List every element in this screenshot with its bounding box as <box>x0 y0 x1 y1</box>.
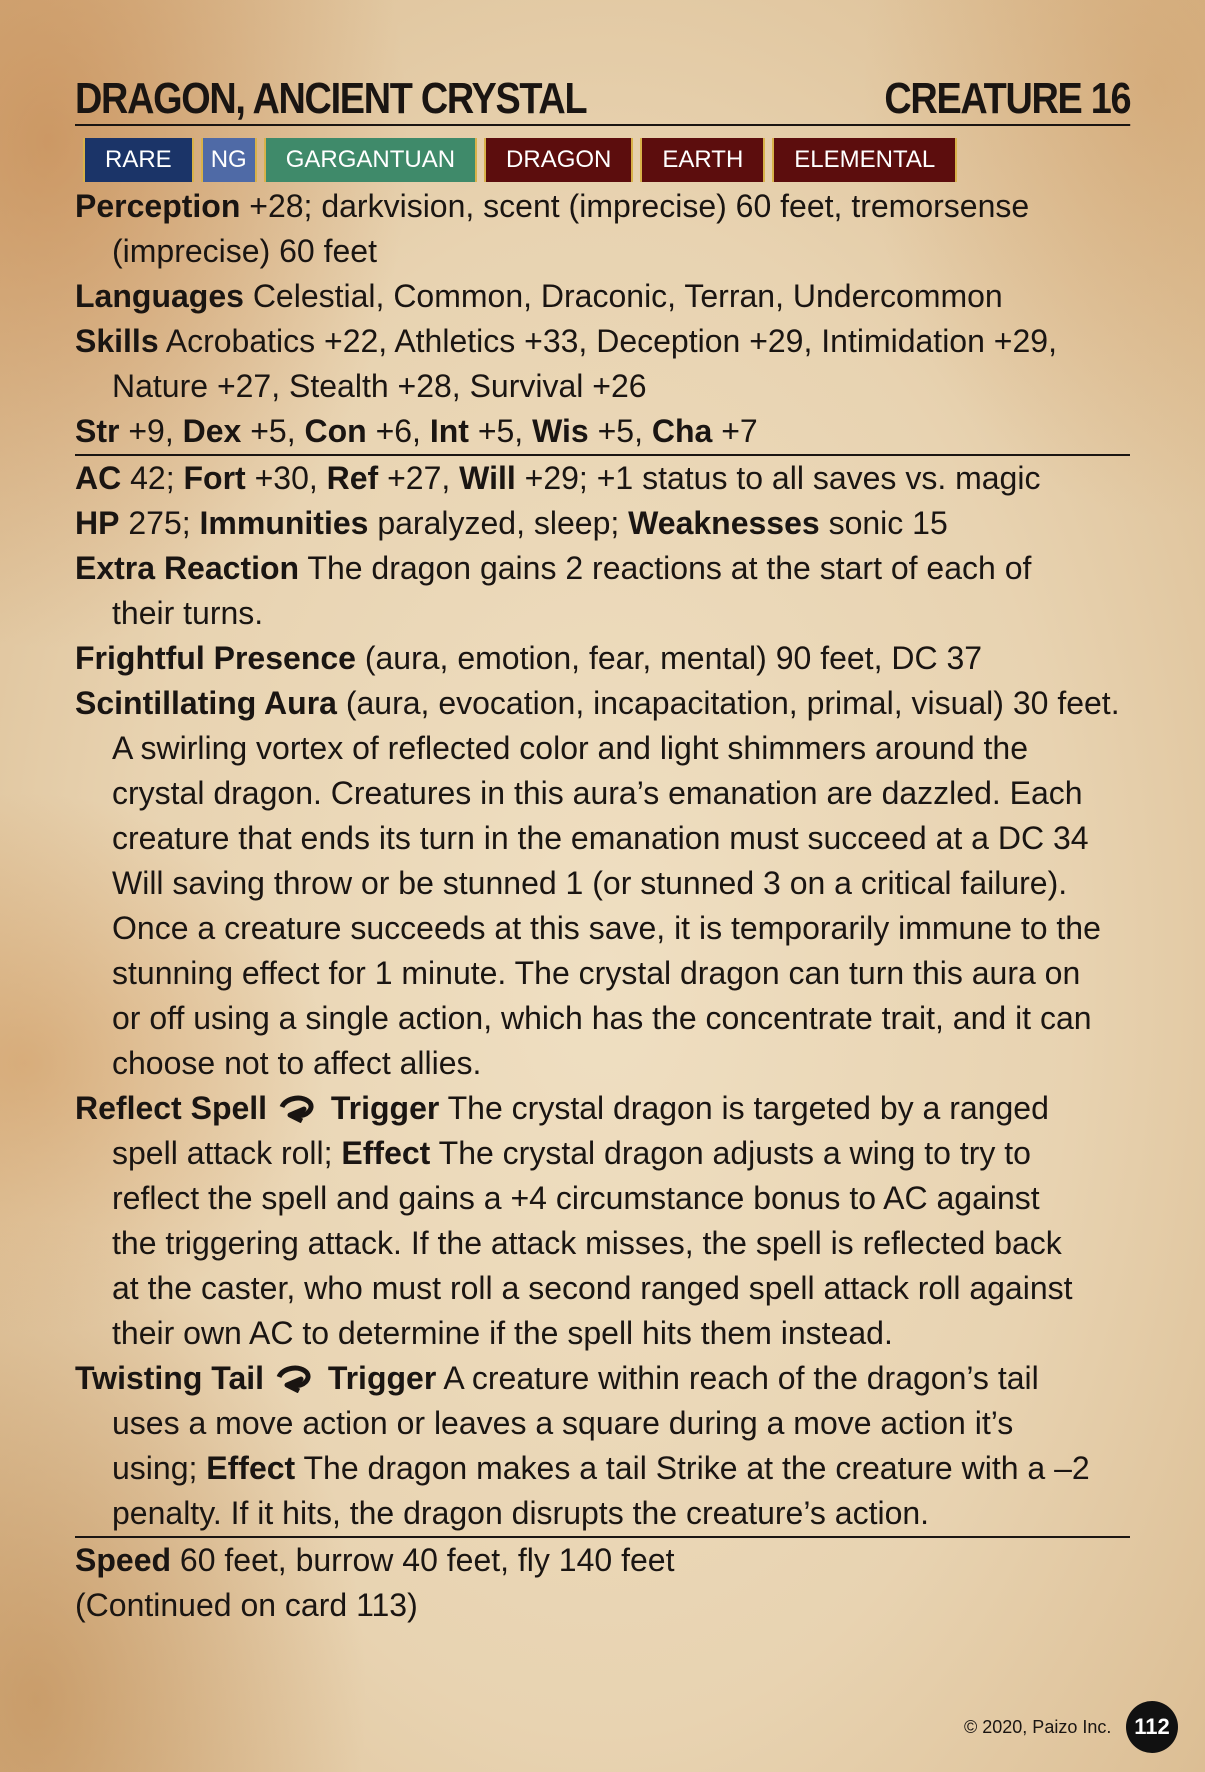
aura-text-line: choose not to affect allies. <box>112 1045 482 1081</box>
reflect-text-line: the triggering attack. If the attack misses, the spell is reflected back <box>112 1225 1062 1261</box>
speed-value: 60 feet, burrow 40 feet, fly 140 feet <box>171 1542 675 1578</box>
extra-reaction-text: The dragon gains 2 reactions at the start of each of <box>299 550 1032 586</box>
ac-value: 42; <box>121 460 184 496</box>
aura-text-line: creature that ends its turn in the emanation must succeed at a DC 34 <box>112 820 1089 856</box>
extra-reaction-label: Extra Reaction <box>75 550 300 586</box>
continued-note: (Continued on card 113) <box>75 1587 418 1623</box>
dex-label: Dex <box>182 413 242 449</box>
int-value: +5, <box>468 413 533 449</box>
aura-text-line: A swirling vortex of reflected color and light shimmers around the <box>112 730 1028 766</box>
twisting-tail-cont <box>75 1446 1130 1491</box>
stat-block <box>75 68 1130 1628</box>
twisting-tail-cont: penalty. If it hits, the dragon disrupts the creature’s action. <box>112 1495 930 1531</box>
stat-lines <box>75 184 1130 1628</box>
reflect-text-line: their own AC to determine if the spell hits them instead. <box>112 1315 893 1351</box>
weaknesses-label: Weaknesses <box>628 505 820 541</box>
aura-text-line: stunning effect for 1 minute. The crystal dragon can turn this aura on <box>112 955 1081 991</box>
perception-value: +28; darkvision, scent (imprecise) 60 feet, tremorsense <box>240 188 1030 224</box>
str-value: +9, <box>119 413 183 449</box>
copyright: © 2020, Paizo Inc. <box>964 1717 1112 1737</box>
creature-level: CREATURE 16 <box>884 74 1131 123</box>
extra-reaction-cont: their turns. <box>112 595 264 631</box>
ac-label: AC <box>75 460 122 496</box>
page-number-badge: 112 <box>1126 1701 1178 1753</box>
extra-reaction-line <box>75 546 1130 591</box>
immunities-value: paralyzed, sleep; <box>368 505 629 541</box>
trait-size: GARGANTUAN <box>264 138 477 182</box>
twisting-tail-effect: The dragon makes a tail Strike at the creature with a –2 <box>295 1450 1090 1486</box>
languages-label: Languages <box>75 278 244 314</box>
aura-text-line: or off using a single action, which has the concentrate trait, and it can <box>112 1000 1092 1036</box>
cha-value: +7 <box>712 413 758 449</box>
immunities-label: Immunities <box>199 505 369 541</box>
reflect-text-line: at the caster, who must roll a second ranged spell attack roll against <box>112 1270 1073 1306</box>
dex-value: +5, <box>241 413 305 449</box>
trait-alignment: NG <box>201 138 257 182</box>
cha-label: Cha <box>651 413 713 449</box>
trigger-label: Trigger <box>330 1090 440 1126</box>
twisting-tail-line <box>75 1356 1130 1401</box>
scintillating-aura-line <box>75 681 1130 726</box>
reflect-spell-trigger-cont: spell attack roll; <box>112 1135 342 1171</box>
wis-value: +5, <box>588 413 652 449</box>
skills-label: Skills <box>75 323 159 359</box>
con-label: Con <box>304 413 367 449</box>
trait-earth: EARTH <box>640 138 765 182</box>
fort-value: +30, <box>245 460 327 496</box>
aura-text-line: Once a creature succeeds at this save, it is temporarily immune to the <box>112 910 1101 946</box>
str-label: Str <box>75 413 120 449</box>
int-label: Int <box>429 413 469 449</box>
aura-text-line: Will saving throw or be stunned 1 (or stunned 3 on a critical failure). <box>112 865 1068 901</box>
scintillating-aura-traits: (aura, evocation, incapacitation, primal, visual) 30 feet. <box>336 685 1120 721</box>
frightful-presence-label: Frightful Presence <box>75 640 356 676</box>
trait-list <box>83 138 1130 182</box>
defense-line <box>75 454 1130 501</box>
trigger-label: Trigger <box>327 1360 437 1396</box>
twisting-tail-label: Twisting Tail <box>75 1360 265 1396</box>
languages-line <box>75 274 1130 319</box>
speed-label: Speed <box>75 1542 172 1578</box>
effect-label: Effect <box>206 1450 296 1486</box>
trait-elemental: ELEMENTAL <box>772 138 957 182</box>
reaction-icon <box>273 1363 319 1393</box>
perception-label: Perception <box>75 188 241 224</box>
reflect-spell-effect: The crystal dragon adjusts a wing to try to <box>430 1135 1031 1171</box>
wis-label: Wis <box>532 413 589 449</box>
scintillating-aura-label: Scintillating Aura <box>75 685 337 721</box>
trait-dragon: DRAGON <box>484 138 633 182</box>
perception-line-cont: (imprecise) 60 feet <box>112 233 377 269</box>
trait-rare: RARE <box>83 138 194 182</box>
hp-value: 275; <box>119 505 200 541</box>
reflect-spell-line <box>75 1086 1130 1131</box>
reflect-spell-cont <box>75 1131 1130 1176</box>
hp-line <box>75 501 1130 546</box>
reflect-text-line: reflect the spell and gains a +4 circumstance bonus to AC against <box>112 1180 1040 1216</box>
fort-label: Fort <box>183 460 246 496</box>
twisting-tail-cont: uses a move action or leaves a square during a move action it’s <box>112 1405 1014 1441</box>
creature-name: DRAGON, ANCIENT CRYSTAL <box>75 74 587 123</box>
frightful-presence-text: (aura, emotion, fear, mental) 90 feet, DC 37 <box>355 640 983 676</box>
skills-line <box>75 319 1130 364</box>
frightful-presence-line <box>75 636 1130 681</box>
perception-line <box>75 184 1130 229</box>
con-value: +6, <box>366 413 430 449</box>
twisting-tail-trigger: A creature within reach of the dragon’s tail <box>436 1360 1039 1396</box>
skills-value: Acrobatics +22, Athletics +33, Deception +29, Intimidation +29, <box>158 323 1057 359</box>
skills-line-cont: Nature +27, Stealth +28, Survival +26 <box>112 368 647 404</box>
ref-label: Ref <box>326 460 379 496</box>
will-label: Will <box>459 460 516 496</box>
title-bar <box>75 68 1130 126</box>
hp-label: HP <box>75 505 120 541</box>
twisting-tail-trigger-end: using; <box>112 1450 207 1486</box>
reflect-spell-label: Reflect Spell <box>75 1090 268 1126</box>
languages-value: Celestial, Common, Draconic, Terran, Undercommon <box>243 278 1003 314</box>
reaction-icon <box>276 1093 322 1123</box>
will-value: +29; +1 status to all saves vs. magic <box>515 460 1041 496</box>
weaknesses-value: sonic 15 <box>819 505 948 541</box>
reflect-spell-trigger: The crystal dragon is targeted by a ranged <box>439 1090 1049 1126</box>
ability-scores-line <box>75 409 1130 454</box>
aura-text-line: crystal dragon. Creatures in this aura’s emanation are dazzled. Each <box>112 775 1083 811</box>
speed-line <box>75 1536 1130 1583</box>
effect-label: Effect <box>341 1135 431 1171</box>
ref-value: +27, <box>378 460 460 496</box>
